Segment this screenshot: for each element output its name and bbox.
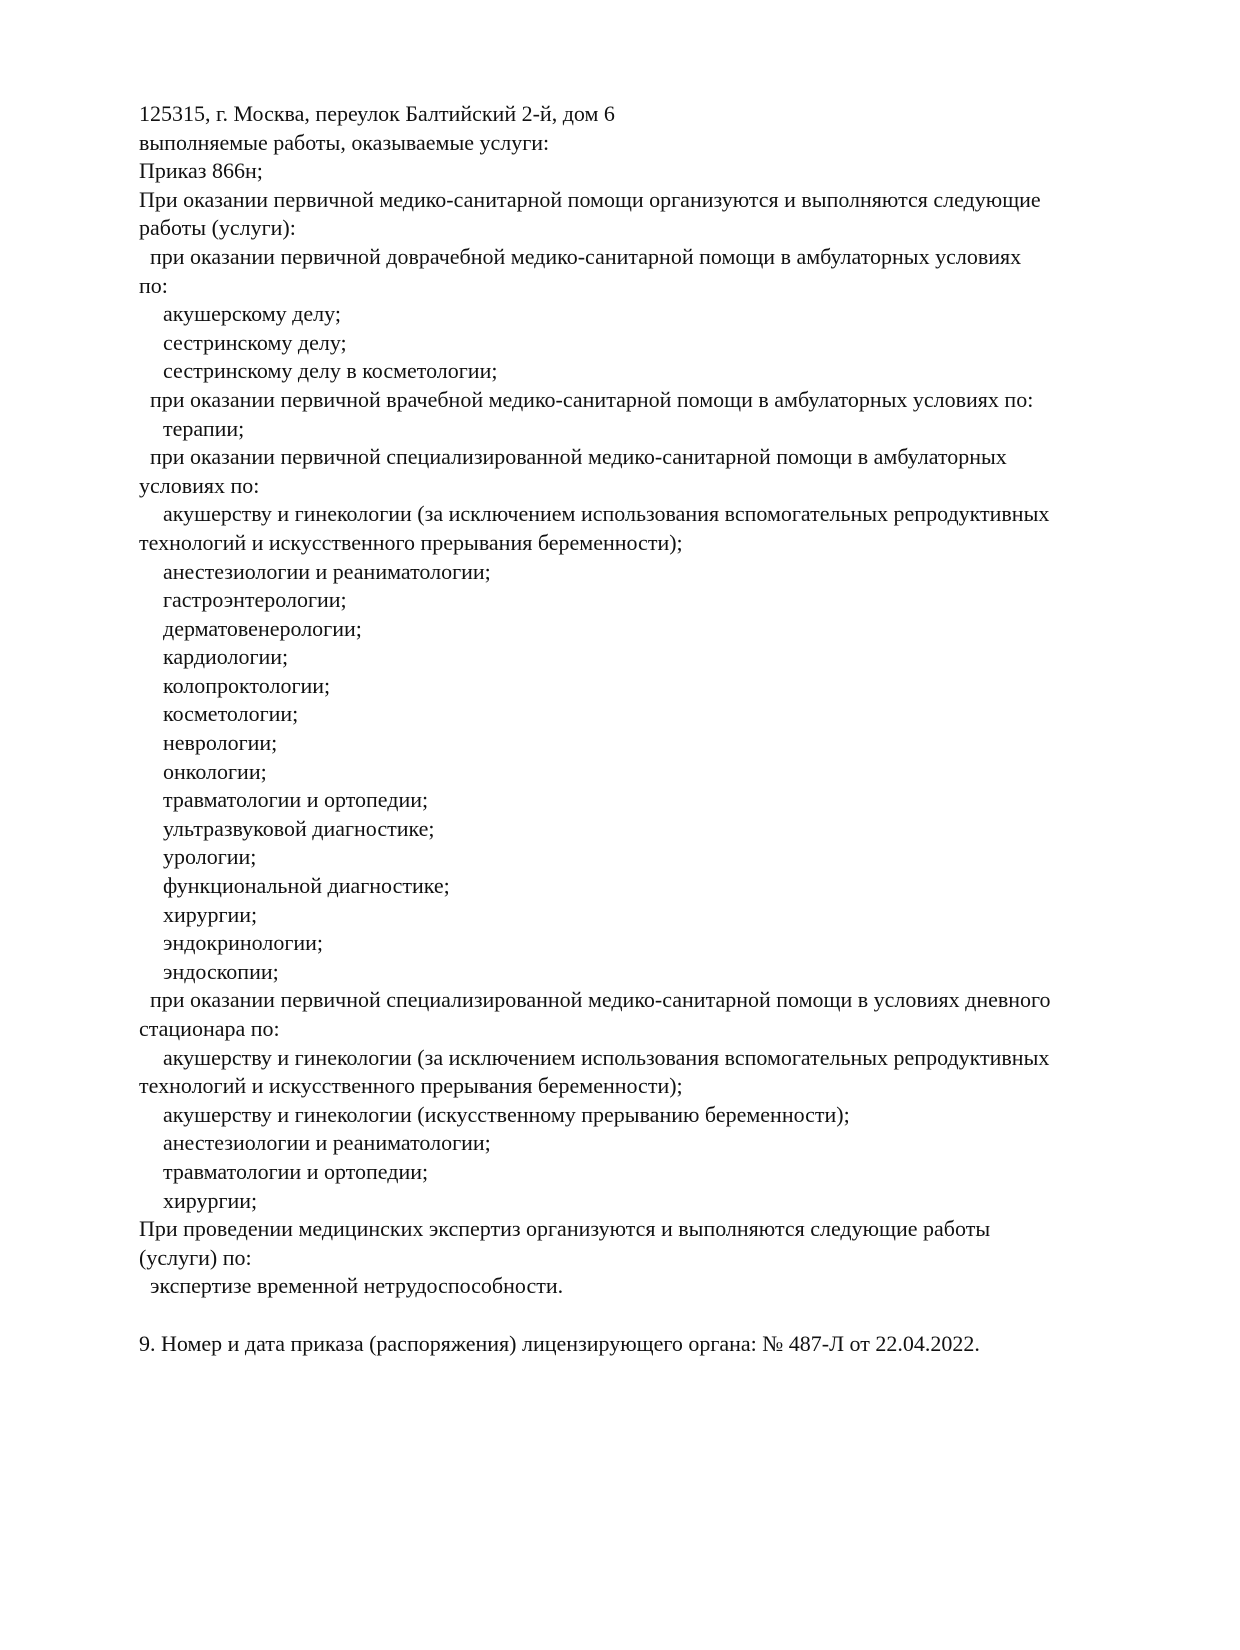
list-item: дерматовенерологии; — [163, 615, 362, 641]
section-heading-prehospital-cont: по: — [139, 272, 168, 298]
section-heading-specialized-outpatient: при оказании первичной специализированной медико-санитарной помощи в амбулаторных — [150, 444, 1007, 470]
section-heading-specialized-outpatient-cont: условиях по: — [139, 472, 260, 498]
order-reference: Приказ 866н; — [139, 158, 263, 184]
list-item: анестезиологии и реаниматологии; — [163, 558, 491, 584]
section-heading-day-hospital-cont: стационара по: — [139, 1016, 280, 1041]
expertise-intro: При проведении медицинских экспертиз организуются и выполняются следующие работы — [139, 1216, 991, 1242]
list-item: эндоскопии; — [163, 958, 279, 984]
list-item: травматологии и ортопедии; — [163, 787, 429, 813]
list-item: анестезиологии и реаниматологии; — [163, 1130, 491, 1156]
license-order-info: 9. Номер и дата приказа (распоряжения) лицензирующего органа: № 487-Л от 22.04.2022. — [139, 1330, 980, 1356]
list-item: урологии; — [163, 844, 257, 870]
list-item-cont: технологий и искусственного прерывания беременности); — [139, 1073, 683, 1099]
section-heading-day-hospital: при оказании первичной специализированной медико-санитарной помощи в условиях дневного — [150, 987, 1051, 1013]
list-item: косметологии; — [163, 701, 299, 727]
list-item: неврологии; — [163, 730, 278, 756]
list-item: колопроктологии; — [163, 672, 331, 698]
address: 125315, г. Москва, переулок Балтийский 2-й, дом 6 — [139, 101, 615, 126]
list-item: акушерству и гинекологии (за исключением использования вспомогательных репродуктивных — [163, 501, 1050, 527]
list-item: онкологии; — [163, 758, 267, 784]
expertise-intro-cont: (услуги) по: — [139, 1244, 252, 1270]
spacer — [139, 1301, 1139, 1330]
list-item: функциональной диагностике; — [163, 873, 450, 899]
section-heading-prehospital: при оказании первичной доврачебной медико-санитарной помощи в амбулаторных условиях — [150, 243, 1022, 269]
list-item: эндокринологии; — [163, 930, 324, 956]
list-item: сестринскому делу; — [163, 329, 347, 355]
list-item: сестринскому делу в косметологии; — [163, 358, 498, 384]
list-item: хирургии; — [163, 901, 258, 927]
list-item: экспертизе временной нетрудоспособности. — [150, 1273, 564, 1299]
list-item: ультразвуковой диагностике; — [163, 815, 435, 841]
list-item: гастроэнтерологии; — [163, 587, 347, 613]
primary-care-intro-cont: работы (услуги): — [139, 215, 296, 241]
works-label: выполняемые работы, оказываемые услуги: — [139, 129, 550, 155]
list-item: акушерскому делу; — [163, 301, 341, 327]
list-item: акушерству и гинекологии (искусственному прерыванию беременности); — [163, 1101, 850, 1127]
document-page — [139, 100, 1139, 1358]
list-item: травматологии и ортопедии; — [163, 1158, 429, 1184]
primary-care-intro: При оказании первичной медико-санитарной помощи организуются и выполняются следующие — [139, 186, 1041, 212]
section-heading-physician: при оказании первичной врачебной медико-санитарной помощи в амбулаторных условиях по: — [150, 386, 1034, 412]
list-item: хирургии; — [163, 1187, 258, 1213]
list-item: кардиологии; — [163, 644, 289, 670]
list-item-cont: технологий и искусственного прерывания беременности); — [139, 529, 683, 555]
list-item: терапии; — [163, 415, 245, 441]
list-item: акушерству и гинекологии (за исключением использования вспомогательных репродуктивных — [163, 1044, 1050, 1070]
